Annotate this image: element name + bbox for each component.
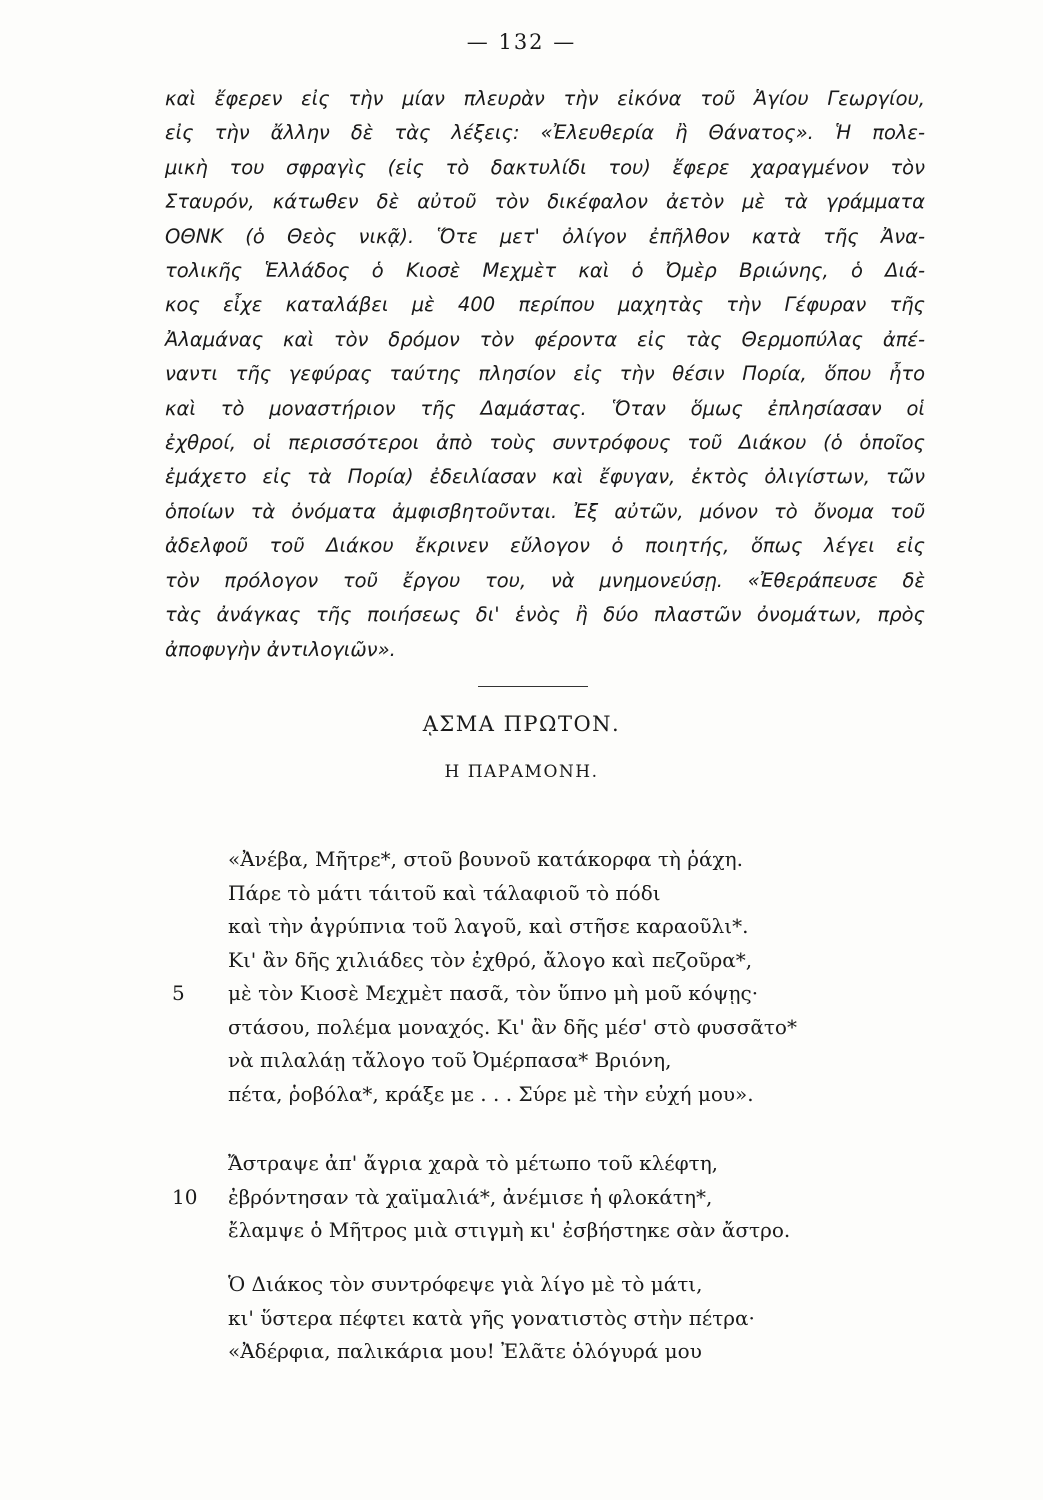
verse-line: ἔλαμψε ὁ Μῆτρος μιὰ στιγμὴ κι' ἐσβήστηκε σὰν ἄστρο. [228, 1218, 791, 1242]
verse-line-5 [172, 977, 797, 1011]
prose-line: ὁποίων τὰ ὀνόματα ἀμφισβητοῦνται. Ἐξ αὐτῶν, μόνον τὸ ὄνομα τοῦ [165, 499, 925, 523]
poem-stanza [228, 1268, 755, 1369]
verse-line: καὶ τὴν ἀγρύπνια τοῦ λαγοῦ, καὶ στῆσε καραοῦλι*. [228, 914, 749, 938]
line-number: 5 [172, 981, 185, 1005]
verse-line: νὰ πιλαλάῃ τἄλογο τοῦ Ὀμέρπασα* Βριόνη, [228, 1048, 672, 1072]
poem-stanza [172, 1147, 791, 1248]
prose-line: ἀδελφοῦ τοῦ Διάκου ἔκρινεν εὔλογον ὁ ποιητής, ὅπως λέγει εἰς [165, 534, 925, 558]
line-number: 10 [172, 1184, 198, 1209]
prose-line: ἀποφυγὴν ἀντιλογιῶν». [165, 637, 396, 661]
prose-line: τὸν πρόλογον τοῦ ἔργου του, νὰ μνημονεύσῃ. «Ἐθεράπευσε δὲ [165, 568, 925, 592]
prose-line: τολικῆς Ἑλλάδος ὁ Κιοσὲ Μεχμὲτ καὶ ὁ Ὀμὲρ Βριώνης, ὁ Διά- [165, 259, 925, 283]
verse-line: Ἄστραψε ἀπ' ἄγρια χαρὰ τὸ μέτωπο τοῦ κλέφτη, [228, 1151, 719, 1175]
prose-line: ἐχθροί, οἱ περισσότεροι ἀπὸ τοὺς συντρόφους τοῦ Διάκου (ὁ ὁποῖος [165, 431, 925, 455]
prose-line: μικὴ του σφραγὶς (εἰς τὸ δακτυλίδι του) ἔφερε χαραγμένον τὸν [165, 155, 925, 179]
page-number: — 132 — [466, 30, 577, 54]
section-subtitle: Η ΠΑΡΑΜΟΝΗ. [444, 762, 599, 782]
section-divider [478, 686, 588, 687]
verse-text: μὲ τὸν Κιοσὲ Μεχμὲτ πασᾶ, τὸν ὕπνο μὴ μοῦ κόψῃς· [228, 981, 759, 1005]
verse-line-10 [172, 1181, 790, 1215]
prose-line: ΟΘΝΚ (ὁ Θεὸς νικᾷ). Ὅτε μετ' ὀλίγον ἐπῆλθον κατὰ τῆς Ἀνα- [165, 224, 925, 248]
prose-line: ἐμάχετο εἰς τὰ Πορία) ἐδειλίασαν καὶ ἔφυγαν, ἐκτὸς ὀλιγίστων, τῶν [165, 465, 925, 489]
prose-line: ναντι τῆς γεφύρας ταύτης πλησίον εἰς τὴν θέσιν Πορία, ὅπου ἦτο [165, 362, 925, 386]
prose-line: καὶ τὸ μοναστήριον τῆς Δαμάστας. Ὅταν ὅμως ἐπλησίασαν οἱ [165, 396, 925, 420]
verse-line: Ὁ Διάκος τὸν συντρόφεψε γιὰ λίγο μὲ τὸ μάτι, [228, 1272, 703, 1296]
prose-line: κος εἶχε καταλάβει μὲ 400 περίπου μαχητὰς τὴν Γέφυραν τῆς [165, 293, 925, 317]
verse-line: πέτα, ῥοβόλα*, κράξε με . . . Σύρε μὲ τὴν εὐχή μου». [228, 1081, 754, 1106]
prose-line: Σταυρόν, κάτωθεν δὲ αὐτοῦ τὸν δικέφαλον ἀετὸν μὲ τὰ γράμματα [165, 190, 925, 214]
verse-line: στάσου, πολέμα μοναχός. Κι' ἂν δῆς μέσ' στὸ φυσσᾶτο* [228, 1014, 797, 1039]
prose-line: εἰς τὴν ἄλλην δὲ τὰς λέξεις: «Ἐλευθερία ἢ Θάνατος». Ἡ πολε- [165, 121, 925, 145]
verse-line: «Ἀνέβα, Μῆτρε*, στοῦ βουνοῦ κατάκορφα τὴ ῥάχη. [228, 847, 743, 871]
prose-line: καὶ ἔφερεν εἰς τὴν μίαν πλευρὰν τὴν εἰκόνα τοῦ Ἁγίου Γεωργίου, [165, 87, 925, 110]
verse-line: Κι' ἂν δῆς χιλιάδες τὸν ἐχθρό, ἄλογο καὶ πεζοῦρα*, [228, 947, 753, 972]
prose-line: Ἀλαμάνας καὶ τὸν δρόμον τὸν φέροντα εἰς τὰς Θερμοπύλας ἀπέ- [165, 327, 925, 351]
verse-line: Πάρε τὸ μάτι τάιτοῦ καὶ τάλαφιοῦ τὸ πόδι [228, 880, 661, 905]
verse-line: κι' ὕστερα πέφτει κατὰ γῆς γονατιστὸς στὴν πέτρα· [228, 1305, 755, 1330]
prose-paragraph [165, 82, 925, 667]
section-title: ᾼΣΜΑ ΠΡΩΤΟΝ. [422, 712, 621, 736]
poem-stanza [172, 843, 797, 1111]
prose-line: τὰς ἀνάγκας τῆς ποιήσεως δι' ἑνὸς ἢ δύο πλαστῶν ὀνομάτων, πρὸς [165, 603, 925, 627]
verse-line: «Ἀδέρφια, παλικάρια μου! Ἐλᾶτε ὁλόγυρά μου [228, 1339, 702, 1363]
verse-text: ἐβρόντησαν τὰ χαϊμαλιά*, ἀνέμισε ἡ φλοκάτη*, [228, 1184, 713, 1209]
